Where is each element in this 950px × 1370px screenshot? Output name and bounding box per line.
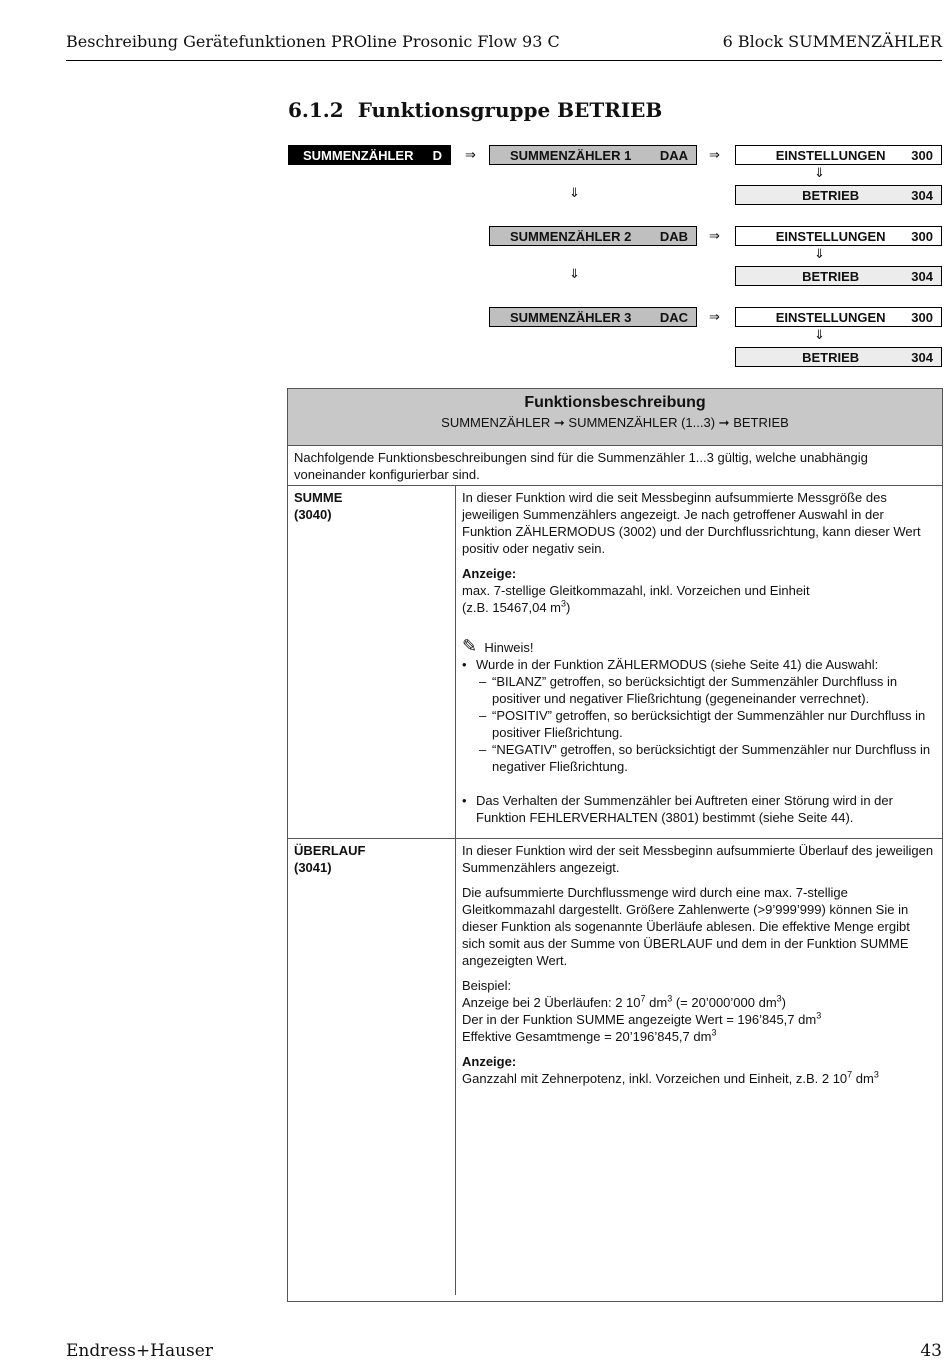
arrow-right-icon: ➞	[718, 415, 730, 430]
group-node-label: SUMMENZÄHLER 1	[510, 147, 632, 163]
hinweis-note	[462, 638, 936, 656]
child-node-betrieb-3	[735, 347, 942, 367]
list-item: – “POSITIV” getroffen, so berücksichtigt der Summenzähler nur Durchfluss in positiver Fließrichtung.	[462, 707, 936, 741]
example-line	[462, 1011, 936, 1028]
child-node-code: 304	[911, 268, 933, 284]
superscript: 3	[873, 1069, 879, 1080]
superscript: 3	[776, 993, 782, 1004]
arrow-down-icon: ⇓	[569, 185, 580, 200]
root-node	[288, 145, 451, 165]
text: dm	[852, 1071, 874, 1086]
superscript: 7	[640, 993, 646, 1004]
arrow-down-icon: ⇓	[569, 266, 580, 281]
function-name	[288, 486, 456, 838]
table-row-ueberlauf	[288, 839, 942, 1295]
table-path	[288, 415, 942, 431]
root-node-label: SUMMENZÄHLER	[303, 147, 414, 163]
child-node-einstellungen-3	[735, 307, 942, 327]
anzeige-label: Anzeige:	[462, 566, 517, 581]
child-node-code: 304	[911, 187, 933, 203]
footer-brand: Endress+Hauser	[66, 1341, 213, 1361]
hinweis-label: Hinweis!	[484, 640, 534, 655]
function-code: (3040)	[294, 507, 332, 522]
section-number: 6.1.2	[288, 98, 344, 122]
function-code: (3041)	[294, 860, 332, 875]
anzeige-label: Anzeige:	[462, 1054, 517, 1069]
child-node-label: EINSTELLUNGEN	[775, 309, 886, 325]
description-text: Die aufsummierte Durchflussmenge wird durch eine max. 7-stellige Gleitkommazahl dargestellt. Größere Zahlenwerte (>9’999’999) können Sie in dieser Funktion als sogenannte Überläufe ablesen. Die effektive Menge ergibt sich somit aus der Summe von ÜBERLAUF und dem in der Funktion SUMME angezeigten Wert.	[462, 885, 910, 968]
header-rule	[66, 60, 942, 61]
function-description	[456, 486, 942, 838]
superscript: 7	[847, 1069, 853, 1080]
header-chapter: 6 Block SUMMENZÄHLER	[722, 32, 942, 51]
group-node-code: DAC	[659, 309, 688, 325]
list-item: • Das Verhalten der Summenzähler bei Auftreten einer Störung wird in der Funktion FEHLERVERHALTEN (3801) bestimmt (siehe Seite 44).	[462, 792, 936, 826]
example-label: Beispiel:	[462, 978, 512, 993]
anzeige-example	[462, 599, 936, 616]
group-node-3	[489, 307, 697, 327]
arrow-right-icon: ⇒	[709, 309, 720, 324]
text: )	[781, 995, 787, 1010]
description-text: In dieser Funktion wird der seit Messbeginn aufsummierte Überlauf des jeweiligen Summenzählers angezeigt.	[462, 843, 934, 875]
child-node-einstellungen-2	[735, 226, 942, 246]
group-node-1	[489, 145, 697, 165]
function-label: SUMME	[294, 490, 343, 505]
arrow-right-icon: ➞	[553, 415, 565, 430]
list-item: – “NEGATIV” getroffen, so berücksichtigt der Summenzähler nur Durchfluss in negativer Fließrichtung.	[462, 741, 936, 775]
path-item: BETRIEB	[733, 415, 789, 430]
text: )	[566, 600, 571, 615]
description-text: In dieser Funktion wird die seit Messbeginn aufsummierte Messgröße des jeweiligen Summenzählers angezeigt. Je nach getroffener Auswahl in der Funktion ZÄHLERMODUS (3002) und der Durchflussrichtung, kann dieser Wert positiv oder negativ sein.	[462, 490, 921, 556]
child-node-label: EINSTELLUNGEN	[775, 228, 886, 244]
child-node-betrieb-1	[735, 185, 942, 205]
text: Anzeige bei 2 Überläufen: 2 10	[462, 995, 641, 1010]
child-node-code: 300	[911, 309, 933, 325]
anzeige-text: max. 7-stellige Gleitkommazahl, inkl. Vorzeichen und Einheit	[462, 583, 810, 598]
text: (z.B. 15467,04 m	[462, 600, 561, 615]
child-node-einstellungen-1	[735, 145, 942, 165]
function-label: ÜBERLAUF	[294, 843, 366, 858]
child-node-label: EINSTELLUNGEN	[775, 147, 886, 163]
arrow-right-icon: ⇒	[709, 228, 720, 243]
list-item: – “BILANZ” getroffen, so berücksichtigt der Summenzähler Durchfluss in positiver und negativer Fließrichtung (gegeneinander verrechnet).	[462, 673, 936, 707]
arrow-right-icon: ⇒	[709, 147, 720, 162]
superscript: 3	[667, 993, 673, 1004]
group-node-code: DAA	[659, 147, 688, 163]
path-item: SUMMENZÄHLER (1...3)	[568, 415, 716, 430]
group-node-2	[489, 226, 697, 246]
arrow-down-icon: ⇓	[814, 246, 825, 261]
child-node-code: 300	[911, 147, 933, 163]
function-name	[288, 839, 456, 1295]
child-node-code: 304	[911, 349, 933, 365]
child-node-betrieb-2	[735, 266, 942, 286]
superscript: 3	[816, 1010, 822, 1021]
anzeige-text	[462, 1070, 936, 1087]
root-node-code: D	[432, 147, 442, 163]
header-title: Beschreibung Gerätefunktionen PROline Prosonic Flow 93 C	[66, 32, 560, 51]
child-node-code: 300	[911, 228, 933, 244]
section-name: Funktionsgruppe BETRIEB	[357, 98, 663, 122]
text: dm	[645, 995, 668, 1010]
group-node-label: SUMMENZÄHLER 2	[510, 228, 632, 244]
group-node-code: DAB	[659, 228, 688, 244]
table-title: Funktionsbeschreibung	[524, 394, 706, 411]
table-intro: Nachfolgende Funktionsbeschreibungen sind für die Summenzähler 1...3 gültig, welche unabhängig voneinander konfigurierbar sind.	[288, 446, 942, 486]
table-row-summe	[288, 486, 942, 839]
section-title	[288, 98, 662, 122]
text: (= 20’000’000 dm	[672, 995, 777, 1010]
superscript: 3	[711, 1027, 717, 1038]
group-node-label: SUMMENZÄHLER 3	[510, 309, 632, 325]
function-table	[287, 388, 943, 1302]
text: Ganzzahl mit Zehnerpotenz, inkl. Vorzeichen und Einheit, z.B. 2 10	[462, 1071, 848, 1086]
pencil-icon: ✎	[462, 636, 478, 656]
example-line	[462, 1028, 936, 1045]
superscript: 3	[561, 598, 567, 609]
child-node-label: BETRIEB	[802, 349, 860, 365]
page-number: 43	[920, 1341, 942, 1361]
example-line	[462, 994, 936, 1011]
child-node-label: BETRIEB	[802, 268, 860, 284]
text: Der in der Funktion SUMME angezeigte Wert = 196’845,7 dm	[462, 1012, 817, 1027]
path-item: SUMMENZÄHLER	[441, 415, 551, 430]
arrow-right-icon: ⇒	[465, 147, 476, 162]
child-node-label: BETRIEB	[802, 187, 860, 203]
function-description	[456, 839, 942, 1295]
arrow-down-icon: ⇓	[814, 327, 825, 342]
list-item: • Wurde in der Funktion ZÄHLERMODUS (siehe Seite 41) die Auswahl:	[462, 656, 936, 673]
text: Effektive Gesamtmenge = 20’196’845,7 dm	[462, 1029, 712, 1044]
arrow-down-icon: ⇓	[814, 165, 825, 180]
table-header	[288, 389, 942, 446]
